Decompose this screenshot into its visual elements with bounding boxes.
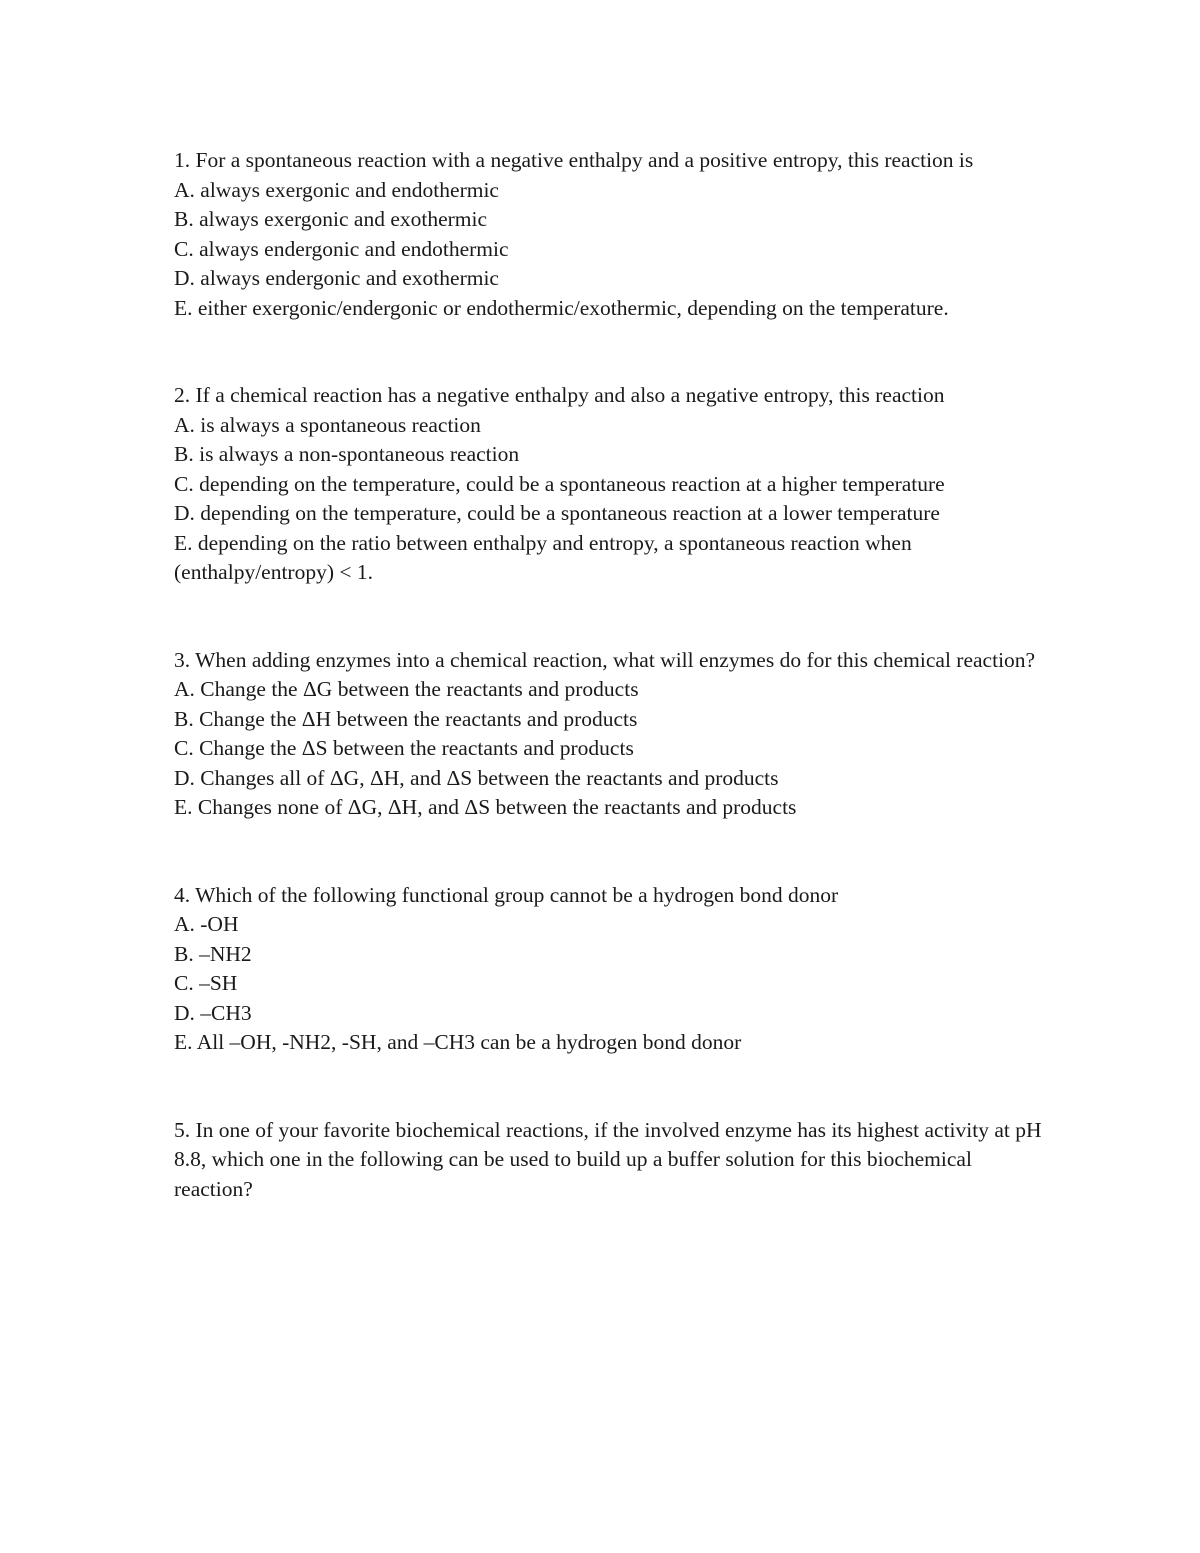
answer-option-b: B. Change the ΔH between the reactants and products <box>174 706 638 731</box>
document-page <box>174 146 1054 1204</box>
answer-option-e: E. either exergonic/endergonic or endothermic/exothermic, depending on the temperature. <box>174 295 949 320</box>
answer-option-c: C. always endergonic and endothermic <box>174 236 509 261</box>
question-1 <box>174 146 1054 323</box>
answer-option-d: D. always endergonic and exothermic <box>174 266 499 290</box>
answer-option-e: E. Changes none of ΔG, ΔH, and ΔS between the reactants and products <box>174 795 797 819</box>
question-stem: 2. If a chemical reaction has a negative enthalpy and also a negative entropy, this reaction <box>174 383 945 407</box>
question-stem: 5. In one of your favorite biochemical reactions, if the involved enzyme has its highest activity at pH 8.8, which one in the following can be used to build up a buffer solution for this biochemical reaction? <box>174 1117 1042 1201</box>
answer-option-e: E. depending on the ratio between enthalpy and entropy, a spontaneous reaction when (enthalpy/entropy) < 1. <box>174 530 912 584</box>
answer-option-a: A. always exergonic and endothermic <box>174 177 499 202</box>
question-3 <box>174 646 1054 823</box>
answer-option-a: A. is always a spontaneous reaction <box>174 412 481 437</box>
answer-option-c: C. depending on the temperature, could be a spontaneous reaction at a higher temperature <box>174 471 945 496</box>
answer-option-c: C. –SH <box>174 971 238 995</box>
answer-option-a: A. -OH <box>174 912 239 936</box>
answer-option-d: D. Changes all of ΔG, ΔH, and ΔS between the reactants and products <box>174 765 779 790</box>
answer-option-d: D. depending on the temperature, could be a spontaneous reaction at a lower temperature <box>174 501 940 525</box>
question-4 <box>174 881 1054 1058</box>
answer-option-a: A. Change the ΔG between the reactants and products <box>174 677 639 701</box>
question-stem: 4. Which of the following functional group cannot be a hydrogen bond donor <box>174 882 839 907</box>
answer-option-d: D. –CH3 <box>174 1000 252 1025</box>
question-2 <box>174 381 1054 588</box>
answer-option-b: B. always exergonic and exothermic <box>174 207 488 231</box>
answer-option-b: B. is always a non-spontaneous reaction <box>174 442 520 466</box>
question-stem: 1. For a spontaneous reaction with a negative enthalpy and a positive entropy, this reaction is <box>174 148 974 172</box>
answer-option-c: C. Change the ΔS between the reactants and products <box>174 736 634 760</box>
answer-option-b: B. –NH2 <box>174 941 252 966</box>
question-stem: 3. When adding enzymes into a chemical reaction, what will enzymes do for this chemical reaction? <box>174 647 1036 672</box>
answer-option-e: E. All –OH, -NH2, -SH, and –CH3 can be a hydrogen bond donor <box>174 1030 742 1054</box>
question-5 <box>174 1116 1054 1205</box>
